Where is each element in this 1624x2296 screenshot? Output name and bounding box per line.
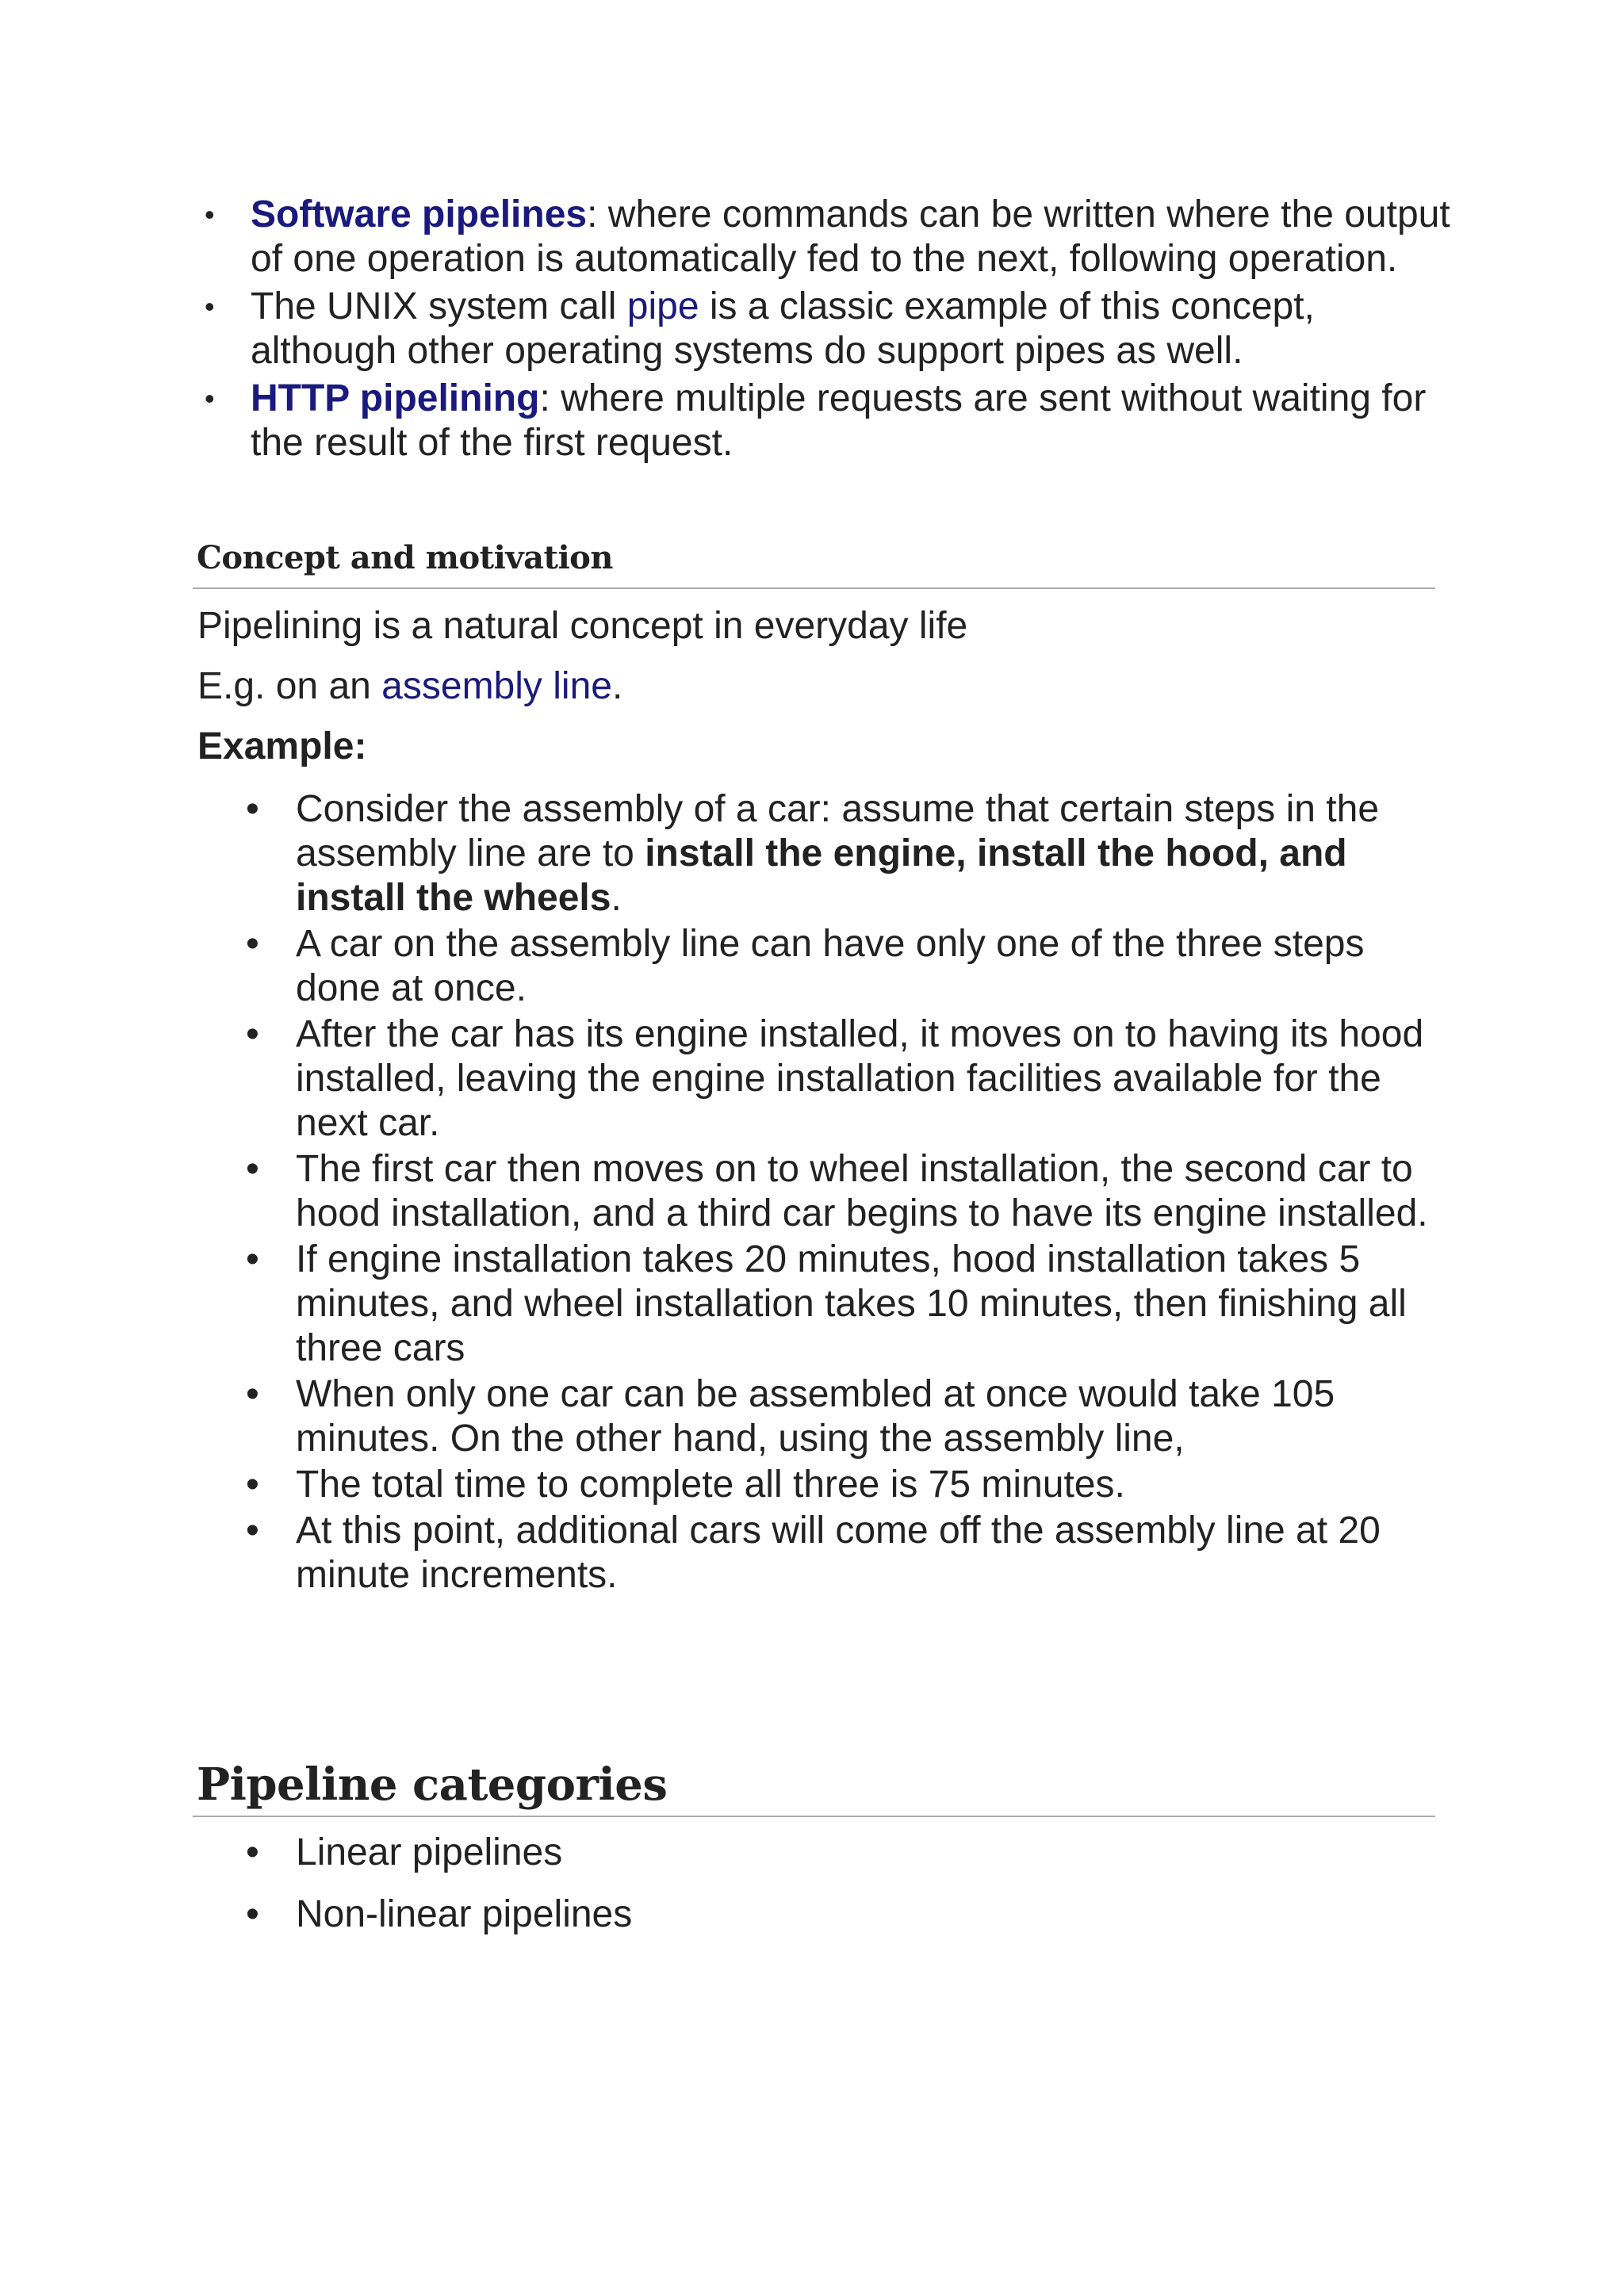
bullet-icon: • [205,382,215,415]
list-item [238,787,1451,920]
example-bold-text: install the engine, install the hood, and install the wheels [296,832,1347,919]
concept-heading: Concept and motivation [197,539,613,576]
bullet-icon: • [246,1510,259,1552]
pipeline-categories-heading: Pipeline categories [197,1758,668,1811]
pipe-link[interactable]: pipe [626,285,699,327]
unix-pipe-text-before: The UNIX system call [251,285,627,327]
category-label: Non-linear pipelines [296,1893,633,1935]
list-item [238,1372,1451,1461]
bullet-icon: • [246,923,259,965]
list-item [238,922,1451,1011]
list-item-non-linear-pipelines [238,1892,1427,1937]
example-text: If engine installation takes 20 minutes, hood installation takes 5 minutes, and wheel installation takes 10 minutes, then finishing all three cars [296,1238,1407,1369]
concept-intro-text: Pipelining is a natural concept in everyday life [197,605,968,647]
list-item-software-pipelines [198,193,1451,281]
bullet-icon: • [246,1148,259,1190]
bullet-icon: • [205,290,215,323]
categories-bullet-list [238,1831,1427,1954]
list-item [238,1463,1451,1507]
http-pipelining-text: : where multiple requests are sent without waiting for the result of the first request. [251,377,1427,464]
bullet-icon: • [246,788,259,830]
eg-text-after: . [611,665,623,707]
bullet-icon: • [246,1238,259,1280]
example-text: . [611,877,622,919]
section-divider [193,1816,1435,1817]
example-text: The total time to complete all three is 75 minutes. [296,1464,1125,1506]
software-pipelines-link[interactable]: Software pipelines [251,193,588,235]
unix-pipe-text-after: is a classic example of this concept, although other operating systems do support pipes as well. [251,285,1315,372]
bullet-icon: • [246,1831,259,1873]
list-item-linear-pipelines [238,1831,1427,1875]
top-bullet-list [198,193,1451,469]
list-item-http-pipelining [198,377,1451,465]
bullet-icon: • [246,1464,259,1506]
list-item-unix-pipe [198,285,1451,373]
http-pipelining-link[interactable]: HTTP pipelining [251,377,540,419]
assembly-line-sentence [197,664,622,709]
example-label: Example: [197,725,367,767]
example-text: A car on the assembly line can have only one of the three steps done at once. [296,923,1365,1009]
list-item [238,1012,1451,1146]
bullet-icon: • [246,1373,259,1415]
example-bullet-list [238,787,1451,1599]
bullet-icon: • [205,198,215,231]
list-item [238,1509,1451,1598]
assembly-line-link[interactable]: assembly line [381,665,612,707]
example-text: The first car then moves on to wheel installation, the second car to hood installation, and a third car begins to have its engine installed. [296,1148,1428,1234]
bullet-icon: • [246,1013,259,1055]
bullet-icon: • [246,1893,259,1935]
eg-text-before: E.g. on an [197,665,382,707]
category-label: Linear pipelines [296,1831,563,1873]
example-text: At this point, additional cars will come off the assembly line at 20 minute increments. [296,1510,1381,1596]
list-item [238,1238,1451,1371]
example-text: After the car has its engine installed, it moves on to having its hood installed, leaving the engine installation facilities available for the next car. [296,1013,1424,1144]
software-pipelines-text: : where commands can be written where the output of one operation is automatically fed to the next, following operation. [251,193,1450,280]
section-divider [193,587,1435,589]
example-text: Consider the assembly of a car: assume that certain steps in the assembly line are to [296,788,1380,874]
list-item [238,1147,1451,1236]
example-text: When only one car can be assembled at once would take 105 minutes. On the other hand, using the assembly line, [296,1373,1335,1460]
